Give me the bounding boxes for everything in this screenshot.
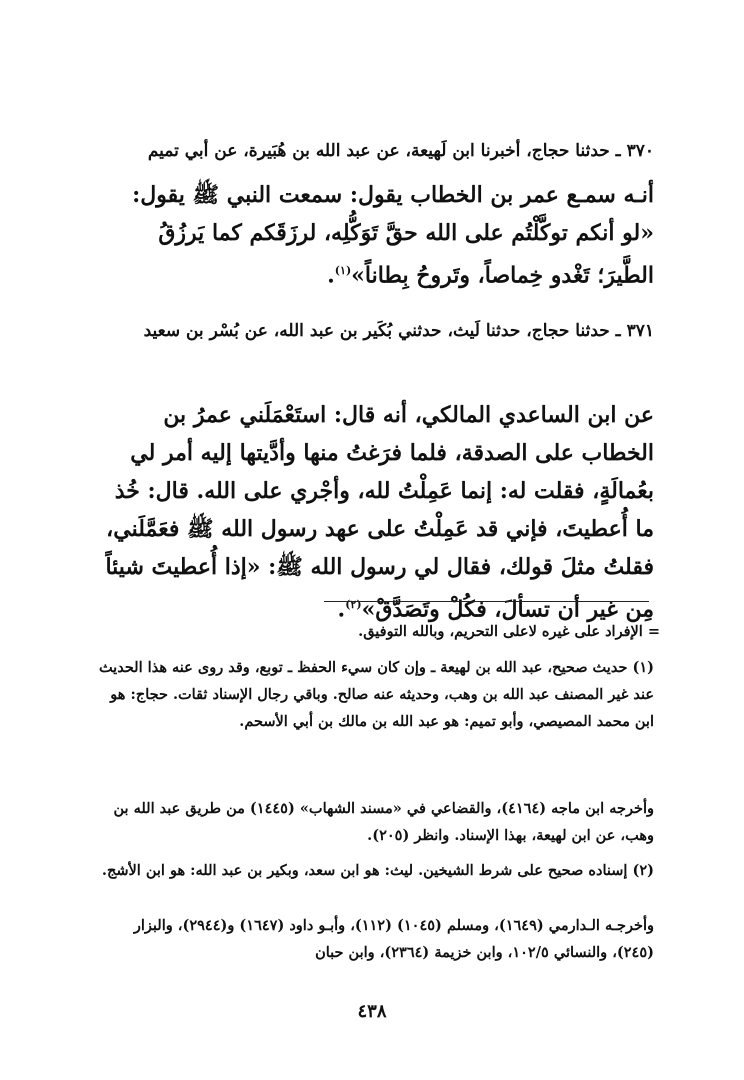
isnad-text: ٣٧٠ ـ حدثنا حجاج، أخبرنا ابن لَهيعة، عن عبد الله بن هُبَيرة، عن أبي تميم [147,141,654,161]
footnote-1: (١) حديث صحيح، عبد الله بن لهيعة ـ وإن كان سيء الحفظ ـ توبع، وقد روى عنه هذا الحديث عند غير المصنف عبد الله بن وهب، وحديثه عنه صالح. وباقي رجال الإسناد ثقات. حجاج: هو ابن محمد المصيصي، وأبو تميم: هو عبد الله بن مالك بن أبي الأسحم. [98,659,654,730]
footnote-ref-2[interactable]: (٢) [345,598,362,611]
hadith-370-isnad [96,138,654,164]
hadith-371-matn: عن ابن الساعدي المالكي، أنه قال: استَعْمَلَني عمرُ بن الخطاب على الصدقة، فلما فرَغتُ منها وأدَّيتها إليه أمر لي بعُمالَةٍ، فقلت له: إنما عَمِلْتُ لله، وأجْري على الله. قال: خُذ ما أُعطيتَ، فإني قد عَمِلْتُ على عهد رسول الله ﷺ فعَمَّلَني، فقلتُ مثلَ قولك، فقال لي رسول الله ﷺ: «إذا أُعطيتَ شيئاً مِن غير أن تسألَ، فكُلْ وتَصَدَّقْ»$^{(٢)}$. [105,402,654,623]
hadith-371-isnad [96,318,654,344]
footnote-ref-1[interactable]: (١) [334,264,352,277]
footnote-1-refs: وأخرجه ابن ماجه (٤١٦٤)، والقضاعي في «مسند الشهاب» (١٤٤٥) من طريق عبد الله بن وهب، عن ابن لهيعة، بهذا الإسناد. وانظر (٢٠٥). [113,800,654,844]
footnote-divider [324,601,649,602]
hadith-370-matn: أنـه سمـع عمر بن الخطاب يقول: سمعت النبي ﷺ يقول: «لو أنكم توكَّلْتُم على الله حقَّ تَوَكُّلِه، لرزَقَكم كما يَرزُقُ الطَّيرَ؛ تَغْدو خِماصاً، وتَروحُ بِطاناً»$^{(١)}$. [132,182,654,289]
matn-text: عن ابن الساعدي المالكي، أنه قال: استَعْمَلَني عمرُ بن الخطاب على الصدقة، فلما فرَغتُ منها وأدَّيتها إليه أمر لي بعُمالَةٍ، فقلت له: إنما عَمِلْتُ لله، وأجْري على الله. قال: خُذ ما أُعطيتَ، فإني قد عَمِلْتُ على عهد رسول الله ﷺ فعَمَّلَني، فقلتُ مثلَ قولك، فقال لي رسول الله ﷺ: «إذا أُعطيتَ شيئاً مِن غير أن تسألَ، فكُلْ وتَصَدَّقْ» [105,402,654,623]
matn-text: أنـه سمـع عمر بن الخطاب يقول: سمعت النبي ﷺ يقول: «لو أنكم توكَّلْتُم على الله حقَّ تَوَكُّلِه، لرزَقَكم كما يَرزُقُ الطَّيرَ؛ تَغْدو خِماصاً، وتَروحُ بِطاناً» [132,182,654,289]
page-number: ٤٣٨ [357,1001,387,1022]
footnote-continued: = الإفراد على غيره لاعلى التحريم، وبالله التوفيق. [358,623,660,640]
footnote-2-refs: وأخرجـه الـدارمي (١٦٤٩)، ومسلم (١٠٤٥) (١١٢)، وأبـو داود (١٦٤٧) و(٢٩٤٤)، والبزار (٢٤٥)، والنسائي ١٠٢/٥، وابن خزيمة (٢٣٦٤)، وابن حبان [133,917,654,961]
footnote-2: (٢) إسناده صحيح على شرط الشيخين. ليث: هو ابن سعد، وبكير بن عبد الله: هو ابن الأشج. [101,862,654,879]
isnad-text: ٣٧١ ـ حدثنا حجاج، حدثنا لَيث، حدثني بُكَير بن عبد الله، عن بُسْر بن سعيد [143,321,654,341]
